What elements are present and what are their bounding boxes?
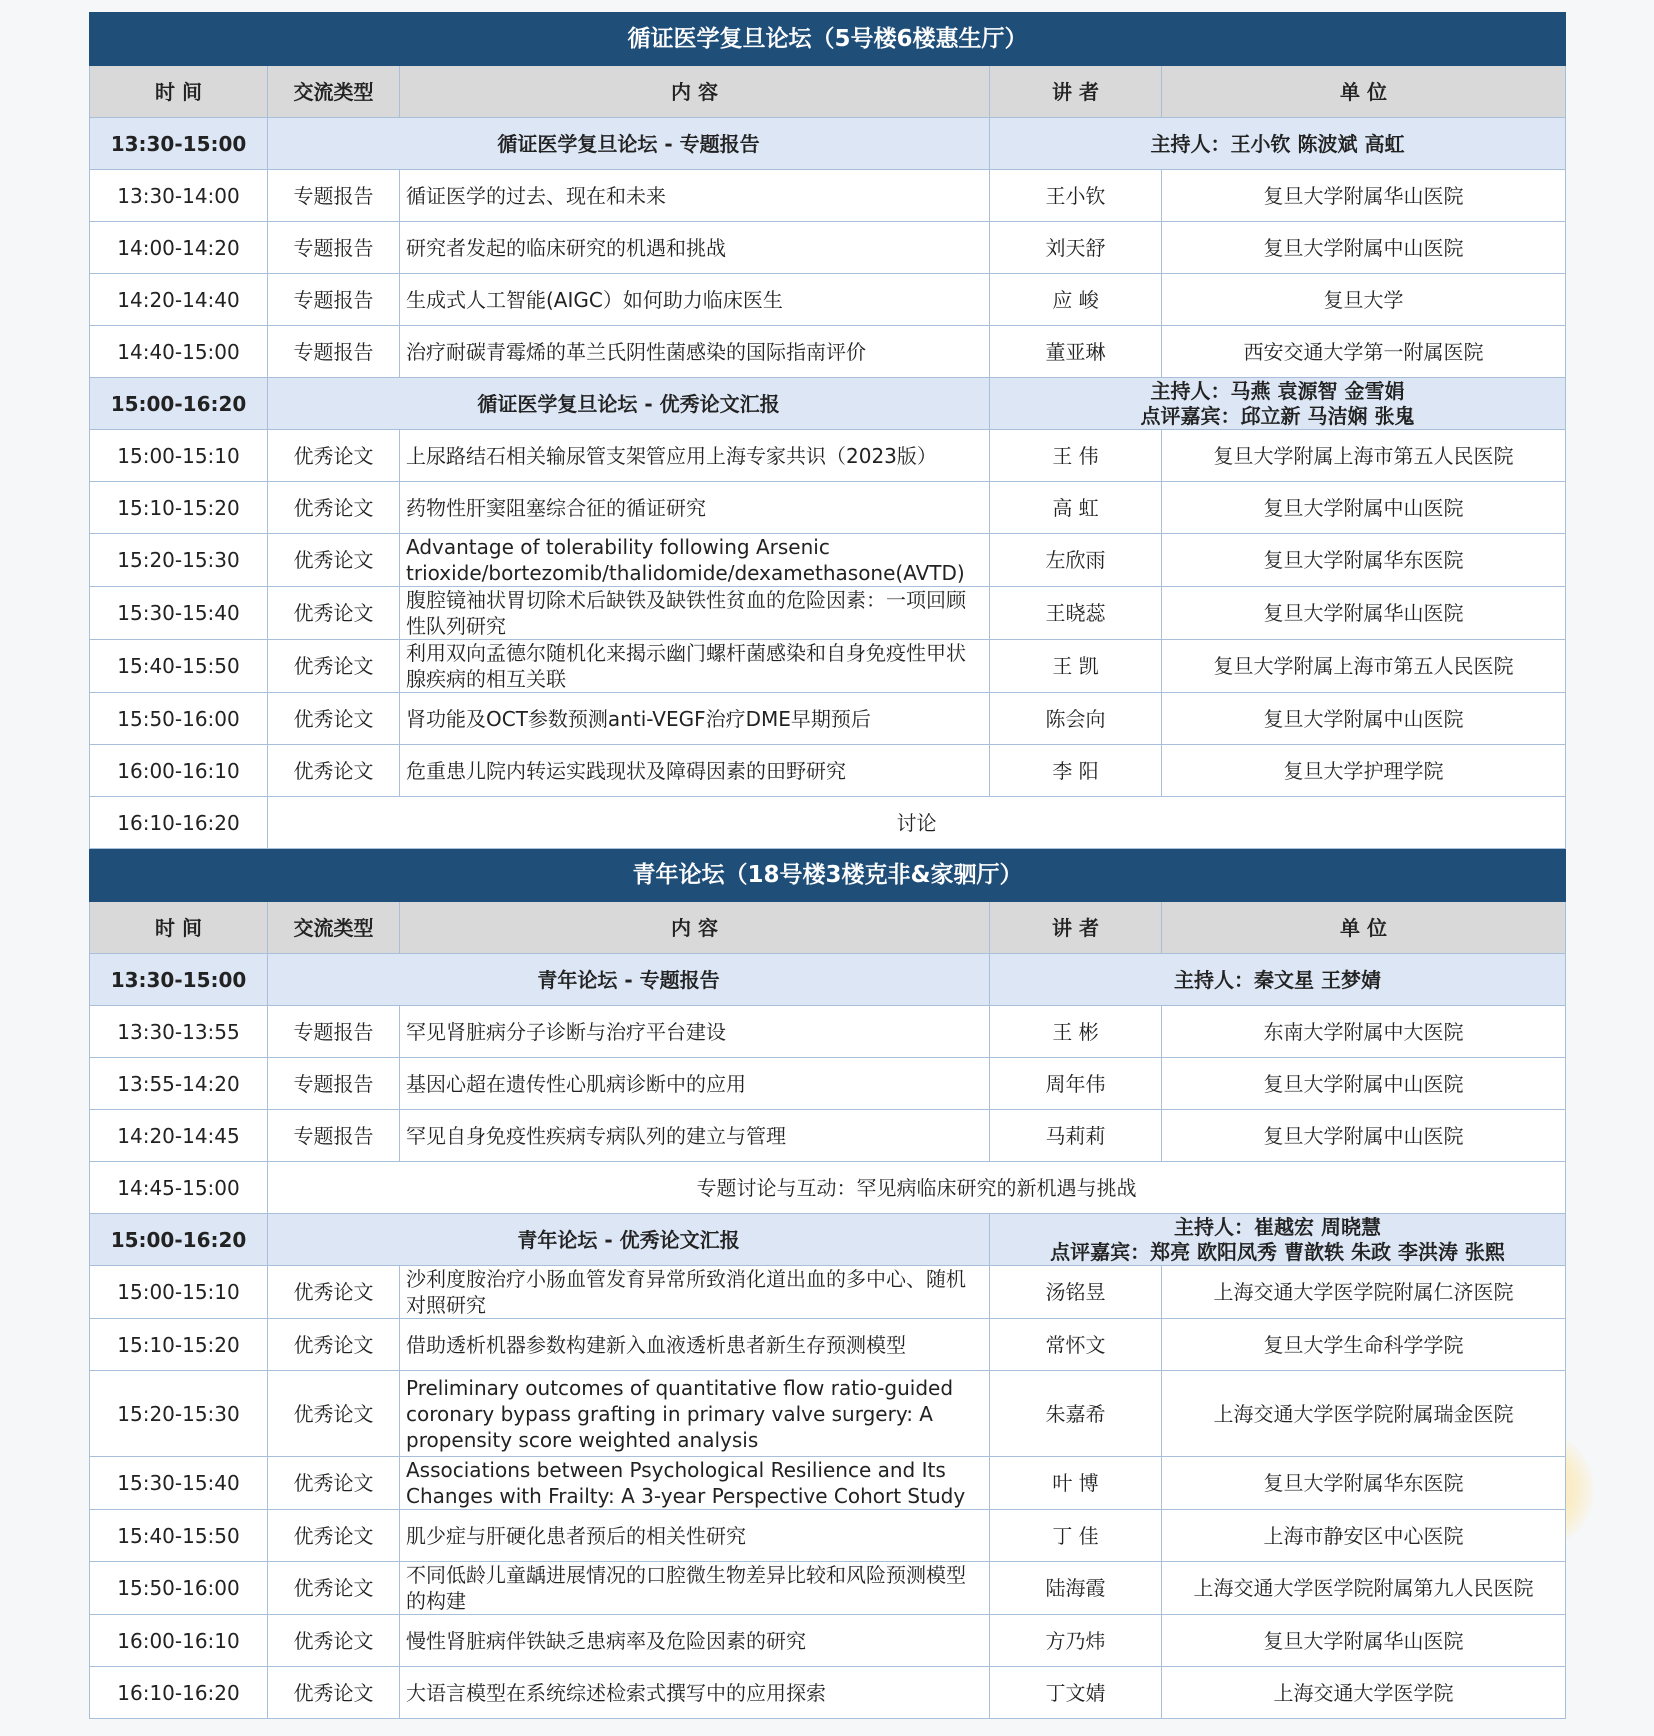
section-time: 13:30-15:00 (90, 118, 268, 170)
org-cell: 复旦大学附属华东医院 (1162, 534, 1566, 587)
type-cell: 专题报告 (268, 170, 400, 222)
discussion-time: 14:45-15:00 (90, 1162, 268, 1214)
table-row (90, 430, 1566, 482)
table-row (90, 640, 1566, 693)
org-cell: 复旦大学附属中山医院 (1162, 693, 1566, 745)
speaker-cell: 汤铭昱 (990, 1266, 1162, 1319)
schedule-table (89, 12, 1566, 1719)
org-cell: 上海市静安区中心医院 (1162, 1510, 1566, 1562)
section-host: 主持人：王小钦 陈波斌 高虹 (990, 118, 1566, 170)
content-cell: 生成式人工智能(AIGC）如何助力临床医生 (400, 274, 990, 326)
table-row (90, 1562, 1566, 1615)
time-cell: 14:00-14:20 (90, 222, 268, 274)
type-cell: 专题报告 (268, 1110, 400, 1162)
forum1-section1-row (90, 118, 1566, 170)
org-cell: 上海交通大学医学院附属仁济医院 (1162, 1266, 1566, 1319)
section-time: 15:00-16:20 (90, 1214, 268, 1266)
type-cell: 优秀论文 (268, 430, 400, 482)
type-cell: 优秀论文 (268, 1562, 400, 1615)
section-time: 15:00-16:20 (90, 378, 268, 430)
speaker-cell: 王晓蕊 (990, 587, 1162, 640)
type-cell: 优秀论文 (268, 1667, 400, 1719)
table-row (90, 1266, 1566, 1319)
org-cell: 复旦大学附属中山医院 (1162, 1058, 1566, 1110)
time-cell: 13:30-13:55 (90, 1006, 268, 1058)
table-row (90, 326, 1566, 378)
type-cell: 优秀论文 (268, 587, 400, 640)
table-row (90, 587, 1566, 640)
forum2-section2-row (90, 1214, 1566, 1266)
forum-title: 青年论坛（18号楼3楼克非&家驷厅） (90, 849, 1566, 902)
org-cell: 上海交通大学医学院附属第九人民医院 (1162, 1562, 1566, 1615)
content-cell: 药物性肝窦阻塞综合征的循证研究 (400, 482, 990, 534)
table-row (90, 1615, 1566, 1667)
content-cell: 罕见肾脏病分子诊断与治疗平台建设 (400, 1006, 990, 1058)
forum2-section1-row (90, 954, 1566, 1006)
speaker-cell: 丁文婧 (990, 1667, 1162, 1719)
section-title: 循证医学复旦论坛 - 专题报告 (268, 118, 990, 170)
time-cell: 15:10-15:20 (90, 1319, 268, 1371)
discussion-time: 16:10-16:20 (90, 797, 268, 849)
discussion-text: 讨论 (268, 797, 1566, 849)
forum-title: 循证医学复旦论坛（5号楼6楼惠生厅） (90, 13, 1566, 66)
col-header-type: 交流类型 (268, 66, 400, 118)
time-cell: 15:30-15:40 (90, 587, 268, 640)
table-row (90, 170, 1566, 222)
table-row (90, 274, 1566, 326)
time-cell: 15:20-15:30 (90, 534, 268, 587)
table-row (90, 1667, 1566, 1719)
speaker-cell: 左欣雨 (990, 534, 1162, 587)
section-title: 循证医学复旦论坛 - 优秀论文汇报 (268, 378, 990, 430)
type-cell: 优秀论文 (268, 534, 400, 587)
type-cell: 优秀论文 (268, 693, 400, 745)
content-cell: 借助透析机器参数构建新入血液透析患者新生存预测模型 (400, 1319, 990, 1371)
speaker-cell: 王小钦 (990, 170, 1162, 222)
speaker-cell: 王 彬 (990, 1006, 1162, 1058)
time-cell: 15:00-15:10 (90, 1266, 268, 1319)
org-cell: 复旦大学附属中山医院 (1162, 482, 1566, 534)
forum1-section2-row (90, 378, 1566, 430)
type-cell: 优秀论文 (268, 1510, 400, 1562)
type-cell: 优秀论文 (268, 1457, 400, 1510)
content-cell: 循证医学的过去、现在和未来 (400, 170, 990, 222)
forum1-title-row (90, 13, 1566, 66)
forum2-title-row (90, 849, 1566, 902)
table-row (90, 1510, 1566, 1562)
org-cell: 复旦大学附属上海市第五人民医院 (1162, 430, 1566, 482)
type-cell: 优秀论文 (268, 1371, 400, 1457)
schedule-sheet (89, 12, 1565, 1719)
org-cell: 东南大学附属中大医院 (1162, 1006, 1566, 1058)
speaker-cell: 董亚琳 (990, 326, 1162, 378)
col-header-content: 内 容 (400, 902, 990, 954)
forum1-header-row (90, 66, 1566, 118)
type-cell: 专题报告 (268, 222, 400, 274)
table-row (90, 1319, 1566, 1371)
time-cell: 16:10-16:20 (90, 1667, 268, 1719)
discussion-text: 专题讨论与互动：罕见病临床研究的新机遇与挑战 (268, 1162, 1566, 1214)
time-cell: 15:40-15:50 (90, 1510, 268, 1562)
org-cell: 上海交通大学医学院附属瑞金医院 (1162, 1371, 1566, 1457)
time-cell: 16:00-16:10 (90, 745, 268, 797)
time-cell: 14:20-14:40 (90, 274, 268, 326)
time-cell: 15:20-15:30 (90, 1371, 268, 1457)
forum2-discussion1-row (90, 1162, 1566, 1214)
col-header-content: 内 容 (400, 66, 990, 118)
section-reviewers: 点评嘉宾：邱立新 马洁娴 张鬼 (1140, 403, 1415, 428)
type-cell: 专题报告 (268, 1058, 400, 1110)
table-row (90, 534, 1566, 587)
time-cell: 14:40-15:00 (90, 326, 268, 378)
content-cell: 基因心超在遗传性心肌病诊断中的应用 (400, 1058, 990, 1110)
col-header-speaker: 讲 者 (990, 902, 1162, 954)
content-cell: 利用双向孟德尔随机化来揭示幽门螺杆菌感染和自身免疫性甲状腺疾病的相互关联 (400, 640, 990, 693)
section-host-reviewers (990, 1214, 1566, 1266)
time-cell: 14:20-14:45 (90, 1110, 268, 1162)
speaker-cell: 朱嘉希 (990, 1371, 1162, 1457)
speaker-cell: 应 峻 (990, 274, 1162, 326)
speaker-cell: 李 阳 (990, 745, 1162, 797)
section-host-reviewers (990, 378, 1566, 430)
org-cell: 复旦大学附属华山医院 (1162, 170, 1566, 222)
type-cell: 优秀论文 (268, 1319, 400, 1371)
speaker-cell: 高 虹 (990, 482, 1162, 534)
type-cell: 优秀论文 (268, 482, 400, 534)
col-header-type: 交流类型 (268, 902, 400, 954)
type-cell: 专题报告 (268, 1006, 400, 1058)
org-cell: 上海交通大学医学院 (1162, 1667, 1566, 1719)
speaker-cell: 叶 博 (990, 1457, 1162, 1510)
type-cell: 优秀论文 (268, 1615, 400, 1667)
org-cell: 复旦大学附属华山医院 (1162, 1615, 1566, 1667)
table-row (90, 745, 1566, 797)
speaker-cell: 方乃炜 (990, 1615, 1162, 1667)
type-cell: 优秀论文 (268, 745, 400, 797)
content-cell: 腹腔镜袖状胃切除术后缺铁及缺铁性贫血的危险因素：一项回顾性队列研究 (400, 587, 990, 640)
table-row (90, 1371, 1566, 1457)
section-title: 青年论坛 - 优秀论文汇报 (268, 1214, 990, 1266)
org-cell: 复旦大学 (1162, 274, 1566, 326)
table-row (90, 482, 1566, 534)
content-cell: 大语言模型在系统综述检索式撰写中的应用探索 (400, 1667, 990, 1719)
time-cell: 15:10-15:20 (90, 482, 268, 534)
table-row (90, 222, 1566, 274)
time-cell: 13:55-14:20 (90, 1058, 268, 1110)
section-host: 主持人：崔越宏 周晓慧 (1174, 1214, 1381, 1239)
content-cell: 治疗耐碳青霉烯的革兰氏阴性菌感染的国际指南评价 (400, 326, 990, 378)
section-host: 主持人：秦文星 王梦婧 (990, 954, 1566, 1006)
content-cell: Preliminary outcomes of quantitative flow ratio-guided coronary bypass grafting in primary valve surgery: A propensity score weighted analysis (400, 1371, 990, 1457)
org-cell: 复旦大学附属上海市第五人民医院 (1162, 640, 1566, 693)
org-cell: 西安交通大学第一附属医院 (1162, 326, 1566, 378)
org-cell: 复旦大学生命科学学院 (1162, 1319, 1566, 1371)
content-cell: 肾功能及OCT参数预测anti-VEGF治疗DME早期预后 (400, 693, 990, 745)
section-time: 13:30-15:00 (90, 954, 268, 1006)
time-cell: 15:40-15:50 (90, 640, 268, 693)
speaker-cell: 周年伟 (990, 1058, 1162, 1110)
content-cell: 研究者发起的临床研究的机遇和挑战 (400, 222, 990, 274)
time-cell: 15:50-16:00 (90, 1562, 268, 1615)
table-row (90, 1110, 1566, 1162)
content-cell: 慢性肾脏病伴铁缺乏患病率及危险因素的研究 (400, 1615, 990, 1667)
speaker-cell: 陈会向 (990, 693, 1162, 745)
content-cell: Advantage of tolerability following Arsenic trioxide/bortezomib/thalidomide/dexamethasone(AVTD) (400, 534, 990, 587)
type-cell: 优秀论文 (268, 1266, 400, 1319)
time-cell: 15:50-16:00 (90, 693, 268, 745)
org-cell: 复旦大学护理学院 (1162, 745, 1566, 797)
table-row (90, 1058, 1566, 1110)
content-cell: 沙利度胺治疗小肠血管发育异常所致消化道出血的多中心、随机对照研究 (400, 1266, 990, 1319)
table-row (90, 1006, 1566, 1058)
section-title: 青年论坛 - 专题报告 (268, 954, 990, 1006)
content-cell: 不同低龄儿童龋进展情况的口腔微生物差异比较和风险预测模型的构建 (400, 1562, 990, 1615)
time-cell: 13:30-14:00 (90, 170, 268, 222)
type-cell: 专题报告 (268, 326, 400, 378)
col-header-time: 时 间 (90, 902, 268, 954)
content-cell: 危重患儿院内转运实践现状及障碍因素的田野研究 (400, 745, 990, 797)
section-reviewers: 点评嘉宾：郑亮 欧阳凤秀 曹歆轶 朱政 李洪涛 张熙 (1050, 1239, 1505, 1264)
org-cell: 复旦大学附属华东医院 (1162, 1457, 1566, 1510)
speaker-cell: 陆海霞 (990, 1562, 1162, 1615)
speaker-cell: 马莉莉 (990, 1110, 1162, 1162)
content-cell: 上尿路结石相关输尿管支架管应用上海专家共识（2023版） (400, 430, 990, 482)
speaker-cell: 王 凯 (990, 640, 1162, 693)
speaker-cell: 王 伟 (990, 430, 1162, 482)
section-host: 主持人：马燕 袁源智 金雪娟 (1150, 378, 1405, 403)
type-cell: 优秀论文 (268, 640, 400, 693)
org-cell: 复旦大学附属中山医院 (1162, 1110, 1566, 1162)
forum1-discussion-row (90, 797, 1566, 849)
org-cell: 复旦大学附属华山医院 (1162, 587, 1566, 640)
content-cell: Associations between Psychological Resilience and Its Changes with Frailty: A 3-year Perspective Cohort Study (400, 1457, 990, 1510)
speaker-cell: 刘天舒 (990, 222, 1162, 274)
org-cell: 复旦大学附属中山医院 (1162, 222, 1566, 274)
speaker-cell: 丁 佳 (990, 1510, 1162, 1562)
time-cell: 15:30-15:40 (90, 1457, 268, 1510)
col-header-speaker: 讲 者 (990, 66, 1162, 118)
content-cell: 罕见自身免疫性疾病专病队列的建立与管理 (400, 1110, 990, 1162)
time-cell: 16:00-16:10 (90, 1615, 268, 1667)
forum2-header-row (90, 902, 1566, 954)
table-row (90, 693, 1566, 745)
time-cell: 15:00-15:10 (90, 430, 268, 482)
col-header-org: 单 位 (1162, 66, 1566, 118)
col-header-time: 时 间 (90, 66, 268, 118)
col-header-org: 单 位 (1162, 902, 1566, 954)
content-cell: 肌少症与肝硬化患者预后的相关性研究 (400, 1510, 990, 1562)
type-cell: 专题报告 (268, 274, 400, 326)
speaker-cell: 常怀文 (990, 1319, 1162, 1371)
table-row (90, 1457, 1566, 1510)
